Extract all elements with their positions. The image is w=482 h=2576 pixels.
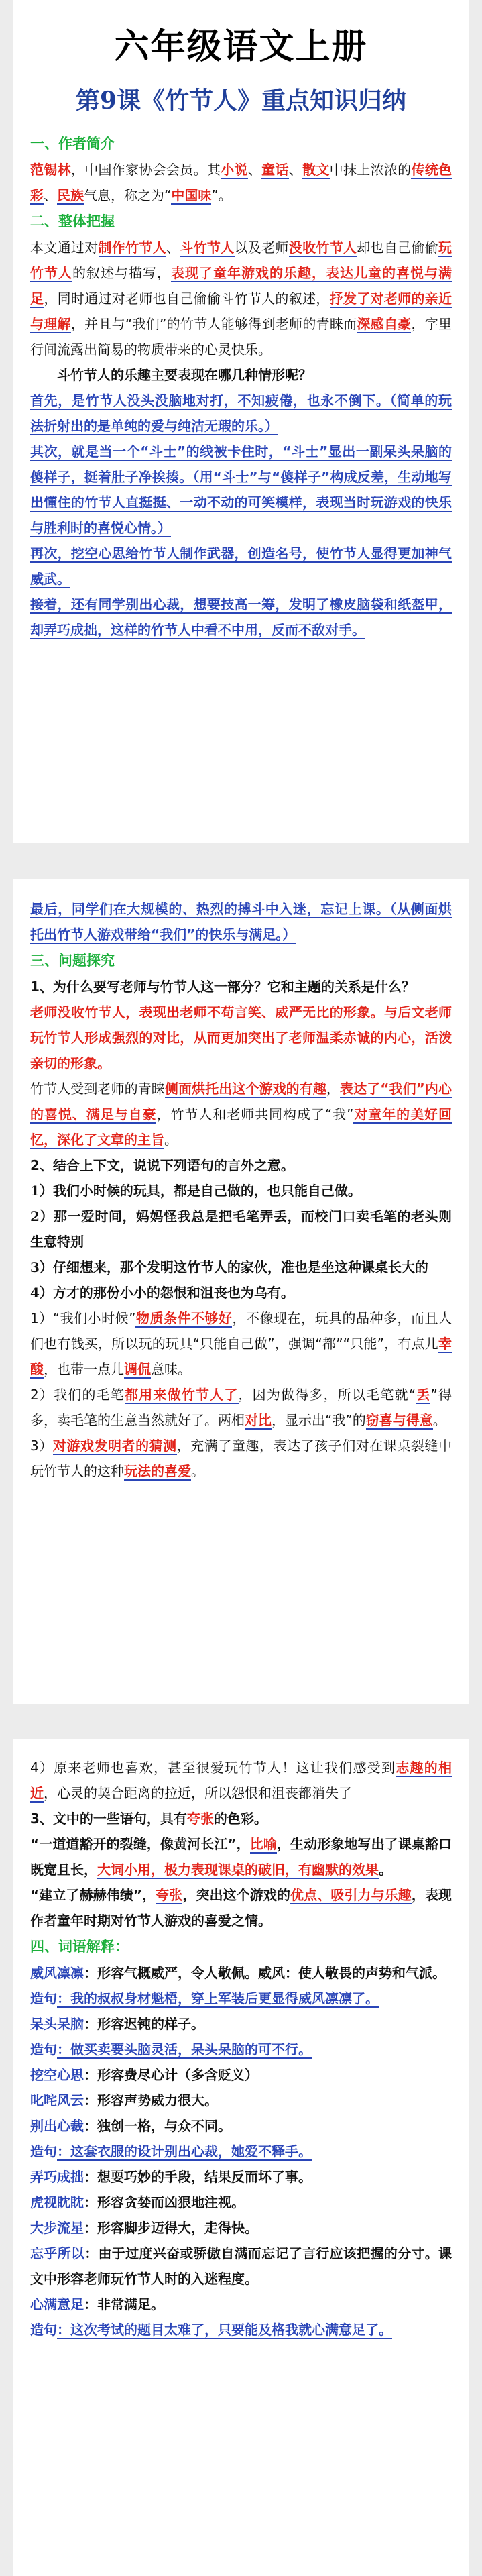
vocab-example-sentence — [30, 2139, 452, 2164]
answer-sentence-2: 2）我们的毛笔都用来做竹节人了，因为做得多，所以毛笔就“丢”得多，卖毛笔的生意当然就好了。两相对比，显示出“我”的窃喜与得意。 — [30, 1387, 452, 1428]
vocab-definition: ：想耍巧妙的手段，结果反而坏了事。 — [84, 2169, 312, 2185]
vocab-definition: ：形容贪婪而凶狠地注视。 — [84, 2194, 245, 2210]
answer-sentence-3: 3）对游戏发明者的猜测，充满了童趣，表达了孩子们对在课桌裂缝中玩竹节人的这种玩法的喜爱。 — [30, 1438, 453, 1479]
vocab-term: 造句 — [30, 2041, 57, 2057]
answer-third: 再次，挖空心思给竹节人制作武器，创造名号，使竹节人显得更加神气威武。 — [30, 545, 452, 587]
vocab-item — [30, 2164, 452, 2190]
vocab-term: 大步流星 — [30, 2220, 84, 2236]
page-title: 六年级语文上册 — [114, 26, 368, 67]
vocab-term: 叱咤风云 — [30, 2092, 84, 2108]
vocab-item — [30, 1960, 452, 1986]
vocab-term: 造句 — [30, 1990, 57, 2006]
section-heading-questions: 三、问题探究 — [30, 953, 115, 969]
vocab-definition: ：做买卖要头脑灵活，呆头呆脑的可不行。 — [57, 2041, 312, 2057]
vocab-item — [30, 2292, 452, 2317]
section-heading-overview: 二、整体把握 — [30, 213, 115, 229]
answer-fifth: 最后，同学们在大规模的、热烈的搏斗中入迷，忘记上课。（从侧面烘托出竹节人游戏带给“我们”的快乐与满足。） — [30, 901, 452, 943]
question-3-answer-1: “一道道豁开的裂缝，像黄河长江”，比喻，生动形象地写出了课桌豁口既宽且长，大词小用，极力表现课桌的破旧，有幽默的效果。 — [30, 1836, 453, 1878]
vocab-term: 造句 — [30, 2143, 57, 2159]
section-heading-vocabulary: 四、词语解释： — [30, 1939, 129, 1955]
vocab-definition: ：形容声势威力很大。 — [84, 2092, 218, 2108]
vocab-example-sentence — [30, 1986, 452, 2011]
answer-sentence-4: 4）原来老师也喜欢，甚至很爱玩竹节人！这让我们感受到志趣的相近，心灵的契合距离的拉近，所以怨恨和沮丧都消失了 — [30, 1760, 453, 1801]
vocab-definition: ：形容脚步迈得大，走得快。 — [84, 2220, 258, 2236]
vocab-term: 造句 — [30, 2322, 57, 2338]
answer-q1: 老师没收竹节人，表现出老师不苟言笑、威严无比的形象。与后文老师玩竹节人形成强烈的对比，从而更加突出了老师温柔赤诚的内心，活泼亲切的形象。 — [30, 1004, 452, 1071]
vocab-definition: ：形容迟钝的样子。 — [84, 2016, 204, 2032]
vocab-item — [30, 2215, 452, 2241]
question-3-answer-2: “建立了赫赫伟绩”，夸张，突出这个游戏的优点、吸引力与乐趣，表现作者童年时期对竹节人游戏的喜爱之情。 — [30, 1887, 453, 1929]
vocab-item — [30, 2113, 452, 2139]
vocab-term: 忘乎所以 — [30, 2245, 85, 2261]
vocab-term: 挖空心思 — [30, 2067, 84, 2083]
vocab-definition: ：形容气概威严，令人敬佩。威风：使人敬畏的声势和气派。 — [84, 1965, 446, 1981]
vocab-term: 呆头呆脑 — [30, 2016, 84, 2032]
section-heading-author: 一、作者简介 — [30, 136, 115, 152]
vocab-definition: ：形容费尽心计（多含贬义） — [84, 2067, 258, 2083]
vocab-definition: ：这次考试的题目太难了，只要能及格我就心满意足了。 — [57, 2322, 392, 2338]
overview-paragraph: 本文通过对制作竹节人、斗竹节人以及老师没收竹节人却也自己偷偷玩竹节人的叙述与描写，表现了童年游戏的乐趣，表达儿童的喜悦与满足，同时通过对老师也自己偷偷斗竹节人的叙述，抒发了对老师的亲近与理解，并且与“我们”的竹节人能够得到老师的青睐而深感自豪，字里行间流露出简易的物质带来的心灵快乐。 — [30, 239, 453, 358]
page-subtitle: 第9课《竹节人》重点知识归纳 — [75, 87, 407, 115]
vocab-definition: ：这套衣服的设计别出心裁，她爱不释手。 — [57, 2143, 312, 2159]
vocab-definition: ：由于过度兴奋或骄傲自满而忘记了言行应该把握的分寸。课文中形容老师玩竹节人时的入迷程度。 — [30, 2245, 453, 2287]
sentence-1: 1）我们小时候的玩具，都是自己做的，也只能自己做。 — [30, 1183, 361, 1199]
page-1 — [13, 0, 469, 843]
answer-second: 其次，就是当一个“斗士”的线被卡住时，“斗士”显出一副呆头呆脑的傻样子，挺着肚子净挨揍。（用“斗士”与“傻样子”构成反差，生动地写出懂住的竹节人直挺挺、一动不动的可笑模样，表现当时玩游戏的快乐与胜利时的喜悦心情。） — [30, 443, 452, 536]
answer-sentence-1: 1）“我们小时候”物质条件不够好，不像现在，玩具的品种多，而且人们也有钱买，所以玩的玩具“只能自己做”，强调“都”“只能”，有点儿幸酸，也带一点儿调侃意味。 — [30, 1310, 453, 1377]
vocab-example-sentence — [30, 2317, 452, 2343]
question-1: 1、为什么要写老师与竹节人这一部分？它和主题的关系是什么？ — [30, 979, 415, 995]
answer-q1-extra: 竹节人受到老师的青睐侧面烘托出这个游戏的有趣，表达了“我们”内心的喜悦、满足与自豪，竹节人和老师共同构成了“我”对童年的美好回忆，深化了文章的主旨。 — [30, 1081, 453, 1148]
vocab-term: 别出心裁 — [30, 2118, 84, 2134]
vocab-item — [30, 2011, 452, 2037]
vocabulary-list — [30, 1960, 452, 2343]
answer-fourth: 接着，还有同学别出心裁，想要技高一筹，发明了橡皮脑袋和纸盔甲，却弄巧成拙，这样的竹节人中看不中用，反而不敌对手。 — [30, 596, 452, 638]
sentence-4: 4）方才的那份小小的怨恨和沮丧也为乌有。 — [30, 1285, 294, 1301]
question-2: 2、结合上下文，说说下列语句的言外之意。 — [30, 1157, 294, 1173]
vocab-term: 心满意足 — [30, 2296, 84, 2312]
vocab-item — [30, 2241, 452, 2292]
vocab-definition: ：我的叔叔身材魁梧，穿上军装后更显得威风凛凛了。 — [57, 1990, 379, 2006]
vocab-term: 威风凛凛 — [30, 1965, 84, 1981]
sentence-3: 3）仔细想来，那个发明这竹节人的家伙，准也是坐这种课桌长大的 — [30, 1259, 428, 1275]
vocab-item — [30, 2190, 452, 2215]
vocab-term: 虎视眈眈 — [30, 2194, 84, 2210]
vocab-item — [30, 2062, 452, 2088]
vocab-item — [30, 2088, 452, 2113]
sentence-2: 2）那一爱时间，妈妈怪我总是把毛笔弄丢，而校门口卖毛笔的老头则生意特别 — [30, 1208, 452, 1250]
page-3 — [13, 1739, 469, 2576]
author-intro: 范锡林，中国作家协会会员。其小说、童话、散文中抹上浓浓的传统色彩、民族气息，称之为“中国味”。 — [30, 162, 453, 203]
vocab-definition: ：非常满足。 — [84, 2296, 164, 2312]
page-2 — [13, 879, 469, 1704]
vocab-definition: ：独创一格，与众不同。 — [84, 2118, 231, 2134]
overview-question: 斗竹节人的乐趣主要表现在哪几种情形呢？ — [57, 367, 312, 383]
vocab-term: 弄巧成拙 — [30, 2169, 84, 2185]
vocab-example-sentence — [30, 2037, 452, 2062]
answer-first: 首先，是竹节人没头没脑地对打，不知疲倦，也永不倒下。（简单的玩法折射出的是单纯的爱与纯洁无瑕的乐。） — [30, 392, 452, 434]
question-3: 3、文中的一些语句，具有夸张的色彩。 — [30, 1811, 267, 1827]
